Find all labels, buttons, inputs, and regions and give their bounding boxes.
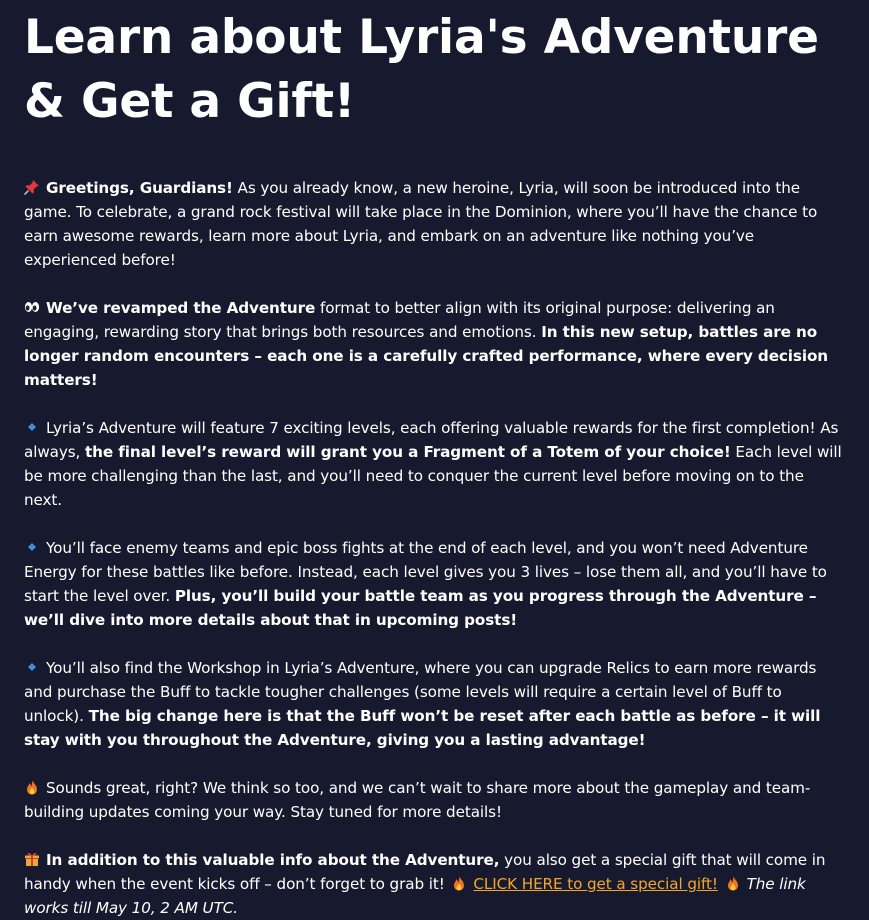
greetings-bold: Greetings, Guardians!: [46, 179, 233, 197]
paragraph-greetings: [24, 176, 845, 272]
blue-diamond-icon: [24, 659, 40, 675]
battles-text: You’ll face enemy teams and epic boss fights at the end of each level, and you won’t need Adventure Energy for these battles like before. Instead, each level gives you 3 lives – lose them all, and you’ll have to start the level over.: [24, 539, 827, 605]
fire-icon: [725, 875, 741, 891]
revamp-bold: We’ve revamped the Adventure: [46, 299, 316, 317]
revamp-text: format to better align with its original purpose: delivering an engaging, rewarding story that brings both resources and emotions.: [24, 299, 775, 341]
fire-icon: [24, 779, 40, 795]
blue-diamond-icon: [24, 539, 40, 555]
gift-bold: In addition to this valuable info about the Adventure,: [46, 851, 500, 869]
battles-bold: Plus, you’ll build your battle team as you progress through the Adventure – we’ll dive into more details about that in upcoming posts!: [24, 587, 817, 629]
stay-tuned-text: Sounds great, right? We think so too, and we can’t wait to share more about the gameplay and team-building updates coming your way. Stay tuned for more details!: [24, 779, 811, 821]
workshop-text: You’ll also find the Workshop in Lyria’s Adventure, where you can upgrade Relics to earn more rewards and purchase the Buff to tackle tougher challenges (some levels will require a certain level of Buff to unlock).: [24, 659, 817, 725]
paragraph-battles: [24, 536, 845, 632]
levels-text-2: Each level will be more challenging than the last, and you’ll need to conquer the current level before moving on to the next.: [24, 443, 842, 509]
paragraph-revamp: [24, 296, 845, 392]
eyes-icon: [24, 299, 40, 315]
gift-text: you also get a special gift that will come in handy when the event kicks off – don’t forget to grab it!: [24, 851, 826, 893]
page-title: Learn about Lyria's Adventure & Get a Gift!: [24, 10, 819, 129]
workshop-bold: The big change here is that the Buff won’t be reset after each battle as before – it will stay with you throughout the Adventure, giving you a lasting advantage!: [24, 707, 821, 749]
gift-icon: [24, 851, 40, 867]
blue-diamond-icon: [24, 419, 40, 435]
paragraph-stay-tuned: [24, 776, 845, 824]
paragraph-gift: [24, 848, 845, 920]
pushpin-icon: [24, 179, 40, 195]
link-expiry-note: The link works till May 10, 2 AM UTC.: [24, 875, 806, 917]
paragraph-levels: [24, 416, 845, 512]
fire-icon: [451, 875, 467, 891]
article-body: [24, 176, 845, 920]
levels-bold: the final level’s reward will grant you a Fragment of a Totem of your choice!: [85, 443, 731, 461]
greetings-text: As you already know, a new heroine, Lyria, will soon be introduced into the game. To celebrate, a grand rock festival will take place in the Dominion, where you’ll have the chance to earn awesome rewards, learn more about Lyria, and embark on an adventure like nothing you’ve experienced before!: [24, 179, 818, 269]
revamp-bold-2: In this new setup, battles are no longer random encounters – each one is a carefully crafted performance, where every decision matters!: [24, 323, 828, 389]
special-gift-link[interactable]: CLICK HERE to get a special gift!: [473, 875, 718, 893]
levels-text: Lyria’s Adventure will feature 7 exciting levels, each offering valuable rewards for the first completion! As always,: [24, 419, 839, 461]
paragraph-workshop: [24, 656, 845, 752]
